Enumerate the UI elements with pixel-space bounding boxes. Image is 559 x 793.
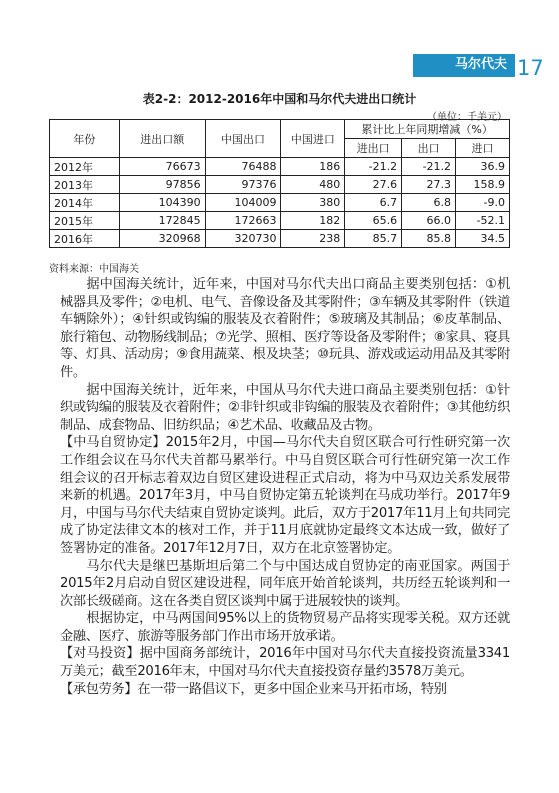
cell-growth-total: 6.7: [345, 194, 402, 212]
cell-growth-import: 36.9: [456, 158, 510, 176]
body-text: [60, 276, 510, 698]
cell-total: 104390: [119, 194, 205, 212]
paragraph-fta-terms: 根据协定，中马两国间95%以上的货物贸易产品将实现零关税。双方还就金融、医疗、旅游等服务部门作出市场开放承诺。: [60, 611, 510, 644]
cell-export: 104009: [205, 194, 281, 212]
cell-growth-export: 6.8: [402, 194, 456, 212]
cell-export: 320730: [205, 230, 281, 248]
trade-table: [49, 119, 510, 248]
cell-total: 320968: [119, 230, 205, 248]
page-number: 17: [517, 56, 544, 80]
cell-growth-export: -21.2: [402, 158, 456, 176]
cell-growth-import: 34.5: [456, 230, 510, 248]
header-growth-export: 出口: [402, 139, 456, 158]
header-total: 进出口额: [119, 120, 205, 158]
header-growth: 累计比上年同期增减（%）: [345, 120, 510, 139]
paragraph-contracting: 【承包劳务】在一带一路倡议下，更多中国企业来马开拓市场，特别: [60, 681, 447, 697]
cell-growth-export: 27.3: [402, 176, 456, 194]
cell-export: 172663: [205, 212, 281, 230]
cell-growth-export: 66.0: [402, 212, 456, 230]
cell-year: 2012年: [50, 158, 120, 176]
cell-growth-import: -52.1: [456, 212, 510, 230]
cell-year: 2014年: [50, 194, 120, 212]
cell-import: 182: [281, 212, 345, 230]
table-row: [50, 212, 510, 230]
cell-year: 2016年: [50, 230, 120, 248]
paragraph-investment: 【对马投资】据中国商务部统计，2016年中国对马尔代夫直接投资流量3341万美元；截至2016年末，中国对马尔代夫直接投资存量约3578万美元。: [60, 646, 510, 680]
cell-growth-total: 27.6: [345, 176, 402, 194]
header-import: 中国进口: [281, 120, 345, 158]
paragraph-fta: 【中马自贸协定】2015年2月，中国—马尔代夫自贸区联合可行性研究第一次工作组会议在马尔代夫首都马累举行。中马自贸区联合可行性研究第一次工作组会议的召开标志着双边自贸区建设进程正式启动，将为中马双边关系发展带来新的机遇。2017年3月，中马自贸协定第五轮谈判在马成功举行。2017年9月，中国与马尔代夫结束自贸协定谈判。此后，双方于2017年11月上旬共同完成了协定法律文本的核对工作，并于11月底就协定最终文本达成一致，做好了签署协定的准备。2017年12月7日，双方在北京签署协定。: [60, 435, 510, 556]
cell-total: 76673: [119, 158, 205, 176]
header-export: 中国出口: [205, 120, 281, 158]
table-row: [50, 194, 510, 212]
cell-export: 97376: [205, 176, 281, 194]
cell-import: 480: [281, 176, 345, 194]
cell-import: 238: [281, 230, 345, 248]
cell-import: 186: [281, 158, 345, 176]
cell-growth-import: 158.9: [456, 176, 510, 194]
cell-growth-total: -21.2: [345, 158, 402, 176]
paragraph-imports: 据中国海关统计，近年来，中国从马尔代夫进口商品主要类别包括：①针织或钩编的服装及衣着附件；②非针织或非钩编的服装及衣着附件；③其他纺织制品、成套物品、旧纺织品；④艺术品、收藏品及古物。: [60, 382, 510, 433]
cell-growth-export: 85.8: [402, 230, 456, 248]
paragraph-fta-detail: 马尔代夫是继巴基斯坦后第二个与中国达成自贸协定的南亚国家。两国于2015年2月启动自贸区建设进程，同年底开始首轮谈判，共历经五轮谈判和一次部长级磋商。这在各类自贸区谈判中属于进展较快的谈判。: [60, 558, 510, 609]
cell-year: 2013年: [50, 176, 120, 194]
cell-export: 76488: [205, 158, 281, 176]
cell-growth-import: -9.0: [456, 194, 510, 212]
header-growth-import: 进口: [456, 139, 510, 158]
cell-total: 172845: [119, 212, 205, 230]
header-year: 年份: [50, 120, 120, 158]
table-row: [50, 158, 510, 176]
table-row: [50, 176, 510, 194]
header-growth-total: 进出口: [345, 139, 402, 158]
paragraph-exports: 据中国海关统计，近年来，中国对马尔代夫出口商品主要类别包括：①机械器具及零件；②电机、电气、音像设备及其零附件；③车辆及其零附件（铁道车辆除外）；④针织或钩编的服装及衣着附件；⑤玻璃及其制品；⑥皮革制品、旅行箱包、动物肠线制品；⑦光学、照相、医疗等设备及零附件；⑧家具、寝具等、灯具、活动房；⑨食用蔬菜、根及块茎；⑩玩具、游戏或运动用品及其零附件。: [60, 277, 510, 380]
cell-growth-total: 65.6: [345, 212, 402, 230]
cell-total: 97856: [119, 176, 205, 194]
cell-import: 380: [281, 194, 345, 212]
header-divider: [413, 76, 515, 77]
table-unit: （单位：千美元）: [427, 112, 507, 123]
section-title: 马尔代夫: [454, 57, 507, 72]
cell-year: 2015年: [50, 212, 120, 230]
table-title: 表2-2：2012-2016年中国和马尔代夫进出口统计: [142, 92, 417, 106]
table-row: [50, 230, 510, 248]
cell-growth-total: 85.7: [345, 230, 402, 248]
section-header: [413, 54, 515, 76]
table-source: 资料来源：中国海关: [49, 264, 139, 275]
